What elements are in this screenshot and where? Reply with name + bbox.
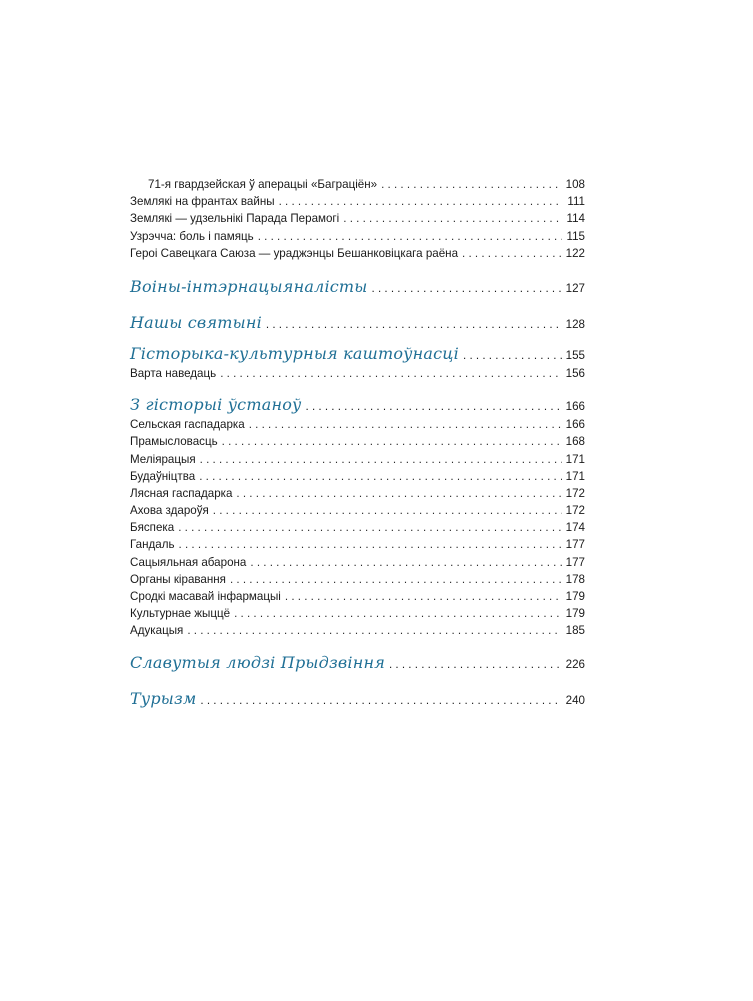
toc-entry-title: Узрэчча: боль і памяць bbox=[130, 229, 254, 243]
toc-entry-page: 111 bbox=[567, 195, 585, 209]
toc-leader-dots bbox=[463, 345, 562, 367]
toc-entry-page: 166 bbox=[565, 418, 585, 432]
toc-entry[interactable] bbox=[130, 176, 585, 193]
toc-leader-dots bbox=[343, 210, 562, 227]
toc-entry[interactable] bbox=[130, 193, 585, 210]
toc-entry-title: Землякі на франтах вайны bbox=[130, 195, 275, 209]
toc-section-title: З гісторыі ўстаноў bbox=[130, 395, 302, 415]
toc-entry-title: Гандаль bbox=[130, 538, 175, 552]
toc-entry-page: 177 bbox=[565, 555, 585, 569]
toc-entry-title: Органы кіравання bbox=[130, 572, 226, 586]
toc-entry-title: Землякі — удзельнікі Парада Перамогі bbox=[130, 212, 340, 226]
toc-entry[interactable] bbox=[130, 468, 585, 485]
toc-entry-page: 171 bbox=[565, 469, 585, 483]
toc-entry-page: 178 bbox=[565, 572, 585, 586]
toc-entry-page: 179 bbox=[565, 607, 585, 621]
toc-entry-page: 168 bbox=[565, 435, 585, 449]
toc-entry-page: 171 bbox=[565, 452, 585, 466]
toc-entry[interactable] bbox=[130, 451, 585, 468]
toc-entry[interactable] bbox=[130, 228, 585, 245]
toc-entry-page: 115 bbox=[566, 229, 585, 243]
toc-section-page: 127 bbox=[565, 281, 585, 295]
toc-leader-dots bbox=[213, 502, 562, 519]
toc-section-page: 155 bbox=[565, 348, 585, 362]
toc-entry[interactable] bbox=[130, 365, 585, 382]
toc-leader-dots bbox=[462, 245, 562, 262]
toc-leader-dots bbox=[230, 571, 562, 588]
toc-entry-page: 156 bbox=[565, 366, 585, 380]
toc-section-page: 240 bbox=[565, 693, 585, 707]
toc-entry-page: 179 bbox=[565, 590, 585, 603]
toc-entry-title: Прамысловасць bbox=[130, 435, 218, 449]
toc-section-shrines[interactable] bbox=[130, 312, 585, 334]
toc-entry-title: Меліярацыя bbox=[130, 452, 196, 466]
toc-section-title: Воіны-інтэрнацыяналісты bbox=[130, 276, 368, 296]
toc-section-page: 226 bbox=[565, 657, 585, 671]
toc-entry-title: Будаўніцтва bbox=[130, 469, 196, 483]
toc-entry-page: 174 bbox=[565, 521, 585, 535]
toc-section-title: Славутыя людзі Прыдзвіння bbox=[130, 652, 385, 672]
toc-entry-title: Ахова здароўя bbox=[130, 504, 209, 518]
toc-entry[interactable] bbox=[130, 485, 585, 502]
toc-entry[interactable] bbox=[130, 605, 585, 622]
toc-entry-title: Героі Савецкага Саюза — ураджэнцы Бешанковіцкага раёна bbox=[130, 246, 459, 260]
toc-leader-dots bbox=[258, 228, 562, 245]
toc-entry[interactable] bbox=[130, 502, 585, 519]
toc-leader-dots bbox=[306, 396, 562, 418]
toc-entry[interactable] bbox=[130, 416, 585, 433]
toc-entry-page: 114 bbox=[566, 212, 585, 226]
toc-leader-dots bbox=[372, 278, 562, 300]
toc-entry[interactable] bbox=[130, 433, 585, 450]
toc-leader-dots bbox=[179, 536, 563, 553]
toc-section-page: 166 bbox=[565, 400, 585, 414]
toc-entry[interactable] bbox=[130, 519, 585, 536]
toc-entry-title: Лясная гаспадарка bbox=[130, 486, 233, 500]
toc-section-tourism[interactable] bbox=[130, 688, 585, 710]
toc-leader-dots bbox=[381, 176, 562, 193]
toc-entry[interactable] bbox=[130, 536, 585, 553]
toc-leader-dots bbox=[266, 314, 562, 336]
toc-entry[interactable] bbox=[130, 588, 585, 605]
toc-section-people[interactable] bbox=[130, 652, 585, 674]
toc-entry[interactable] bbox=[130, 571, 585, 588]
toc-leader-dots bbox=[234, 605, 562, 622]
toc-entry-title: 71-я гвардзейская ў аперацыі «Баграціён» bbox=[148, 178, 378, 191]
toc-entry[interactable] bbox=[130, 622, 585, 639]
toc-leader-dots bbox=[279, 193, 562, 210]
toc-leader-dots bbox=[178, 519, 562, 536]
toc-entry-page: 108 bbox=[565, 178, 585, 191]
toc-entry-title: Варта наведаць bbox=[130, 366, 217, 380]
table-of-contents bbox=[130, 176, 585, 710]
toc-leader-dots bbox=[285, 588, 562, 605]
toc-leader-dots bbox=[249, 416, 562, 433]
toc-entry[interactable] bbox=[130, 554, 585, 571]
toc-leader-dots bbox=[250, 554, 562, 571]
toc-section-heritage[interactable] bbox=[130, 343, 585, 365]
toc-section-page: 128 bbox=[565, 317, 585, 331]
toc-leader-dots bbox=[222, 433, 562, 450]
toc-leader-dots bbox=[236, 485, 562, 502]
toc-entry-title: Сродкі масавай інфармацыі bbox=[130, 590, 281, 603]
toc-leader-dots bbox=[199, 468, 562, 485]
toc-section-title: Турызм bbox=[130, 688, 197, 708]
toc-entry-title: Культурнае жыццё bbox=[130, 607, 231, 621]
toc-entry-title: Адукацыя bbox=[130, 624, 184, 638]
toc-entry-page: 177 bbox=[565, 538, 585, 552]
toc-entry-title: Сельская гаспадарка bbox=[130, 418, 245, 432]
toc-leader-dots bbox=[200, 451, 562, 468]
toc-entry-page: 185 bbox=[565, 624, 585, 638]
toc-section-title: Гісторыка-культурныя каштоўнасці bbox=[130, 343, 459, 363]
toc-leader-dots bbox=[389, 654, 562, 676]
toc-entry-page: 122 bbox=[565, 246, 585, 260]
toc-entry-title: Сацыяльная абарона bbox=[130, 555, 247, 569]
toc-entry-title: Бяспека bbox=[130, 521, 175, 535]
toc-entry[interactable] bbox=[130, 210, 585, 227]
toc-section-title: Нашы святыні bbox=[130, 312, 262, 332]
toc-leader-dots bbox=[220, 365, 562, 382]
toc-entry-page: 172 bbox=[565, 486, 585, 500]
toc-entry[interactable] bbox=[130, 245, 585, 262]
toc-entry-page: 172 bbox=[565, 504, 585, 518]
toc-section-institutions[interactable] bbox=[130, 394, 585, 416]
toc-leader-dots bbox=[200, 690, 562, 712]
toc-section-internationalists[interactable] bbox=[130, 276, 585, 298]
toc-leader-dots bbox=[187, 622, 562, 639]
